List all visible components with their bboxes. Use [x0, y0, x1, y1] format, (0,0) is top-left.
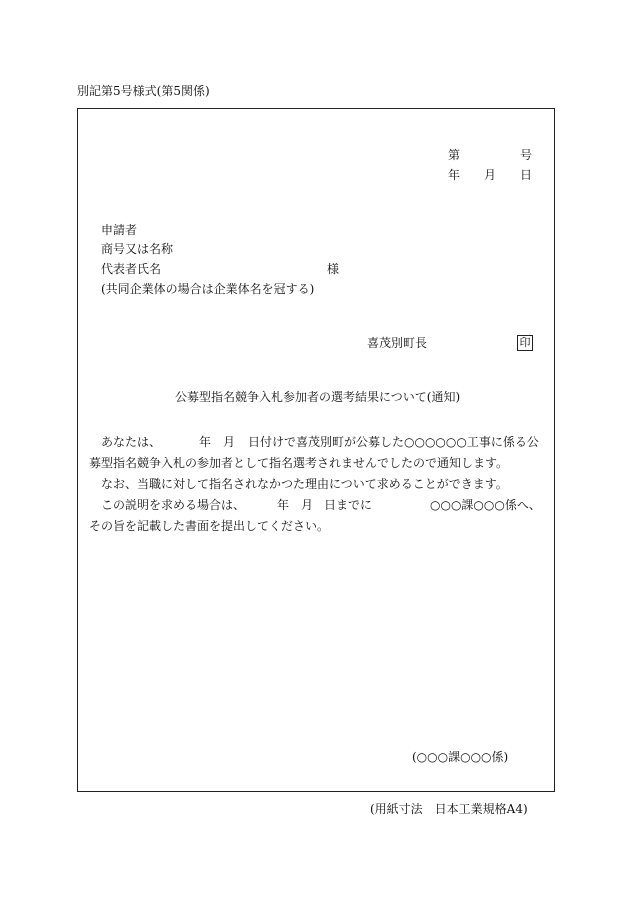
- notice-subject: 公募型指名競争入札参加者の選考結果について(通知): [175, 390, 461, 404]
- representative-label: 代表者氏名: [101, 262, 162, 276]
- body-p1-a: あなたは、: [101, 435, 162, 449]
- number-suffix: 号: [520, 148, 533, 162]
- paper-size-note: (用紙寸法 日本工業規格A4): [370, 802, 528, 816]
- issuer-title: 喜茂別町長: [367, 336, 428, 350]
- body-line-3: なお、当職に対して指名されなかつた理由について求めることができます。: [101, 477, 508, 491]
- body-p3-c: ○○○課○○○係へ、: [430, 498, 541, 512]
- body-p3-a: この説明を求める場合は、: [101, 498, 246, 512]
- body-p3-month: 月: [301, 498, 314, 512]
- date-month: 月: [484, 168, 497, 182]
- body-p3-b: 日までに: [324, 498, 373, 512]
- seal-mark: 印: [517, 335, 533, 351]
- body-p3-year: 年: [277, 498, 290, 512]
- contact-section: (○○○課○○○係): [412, 750, 509, 764]
- number-prefix: 第: [448, 148, 461, 162]
- body-line-5: その旨を記載した書面を提出してください。: [89, 519, 330, 533]
- body-p1-year: 年: [199, 435, 212, 449]
- form-title: 別記第5号様式(第5関係): [77, 84, 210, 98]
- date-year: 年: [448, 168, 461, 182]
- body-line-2: 募型指名競争入札の参加者として指名選考されませんでしたので通知します。: [89, 456, 509, 470]
- body-p1-month: 月: [223, 435, 236, 449]
- trade-name-label: 商号又は名称: [101, 242, 174, 256]
- applicant-label: 申請者: [101, 223, 138, 237]
- honorific: 様: [327, 262, 340, 276]
- form-frame: [77, 108, 555, 792]
- body-p1-b: 日付けで喜茂別町が公募した○○○○○○工事に係る公: [248, 435, 539, 449]
- joint-venture-note: (共同企業体の場合は企業体名を冠する): [101, 282, 315, 296]
- date-day: 日: [520, 168, 533, 182]
